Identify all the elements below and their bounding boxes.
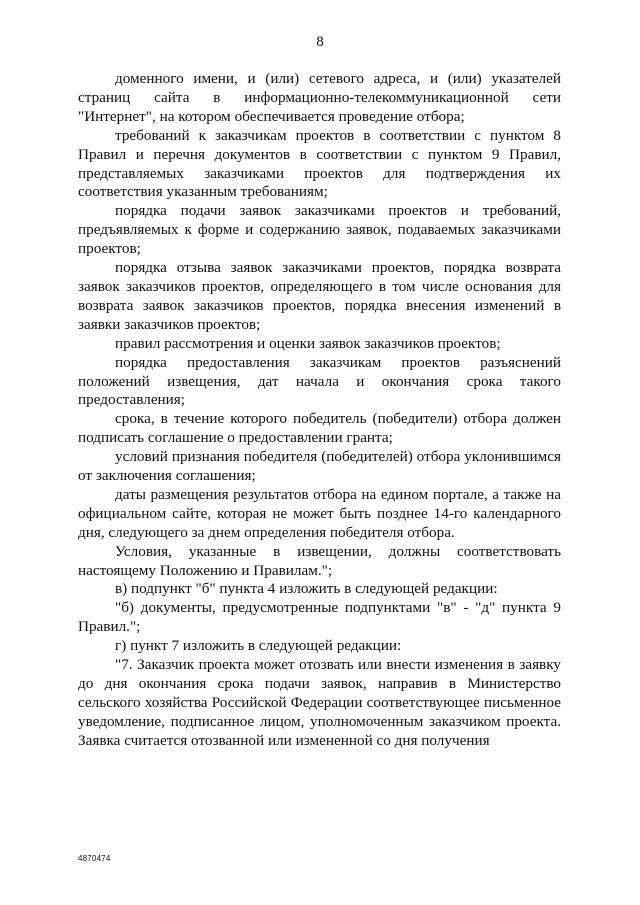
paragraph: в) подпункт "б" пункта 4 изложить в следующей редакции: [115, 580, 498, 598]
paragraph: Условия, указанные в извещении, должны соответствовать настоящему Положению и Правилам."; [78, 542, 561, 579]
paragraph: условий признания победителя (победителей) отбора уклонившимся от заключения соглашения; [78, 448, 561, 485]
paragraph: доменного имени, и (или) сетевого адреса, и (или) указателей страниц сайта в информационно-телекоммуникационной сети "Интернет", на котором обеспечивается проведение отбора; [78, 70, 561, 125]
paragraph: порядка отзыва заявок заказчиками проектов, порядка возврата заявок заказчиков проектов, определяющего в том числе основания для возврата заявок заказчиков проектов, порядка внесения изменений в заявки заказчиков проектов; [78, 259, 561, 333]
paragraph: даты размещения результатов отбора на едином портале, а также на официальном сайте, которая не может быть позднее 14-го календарного дня, следующего за днем определения победителя отбора. [78, 485, 561, 541]
body-text [78, 70, 561, 751]
document-code: 4870474 [78, 854, 111, 863]
paragraph: порядка предоставления заказчикам проектов разъяснений положений извещения, дат начала и окончания срока такого предоставления; [78, 353, 561, 409]
page-number: 8 [316, 34, 324, 50]
paragraph: "7. Заказчик проекта может отозвать или внести изменения в заявку до дня окончания срока подачи заявок, направив в Министерство сельского хозяйства Российской Федерации соответствующее письменное уведомление, подписанное лицом, уполномоченным заказчиком проекта. Заявка считается отозванной или измененной со дня получения [78, 656, 561, 749]
paragraph: порядка подачи заявок заказчиками проектов и требований, предъявляемых к форме и содержанию заявок, подаваемых заказчиками проектов; [78, 202, 561, 258]
paragraph: правил рассмотрения и оценки заявок заказчиков проектов; [115, 334, 501, 352]
paragraph: требований к заказчикам проектов в соответствии с пунктом 8 Правил и перечня документов в соответствии с пунктом 9 Правил, представляемых заказчиками проектов для подтверждения их соответствия указанным требованиям; [78, 126, 561, 201]
paragraph: "б) документы, предусмотренные подпунктами "в" - "д" пункта 9 Правил."; [78, 599, 561, 636]
paragraph: срока, в течение которого победитель (победители) отбора должен подписать соглашение о предоставлении гранта; [78, 410, 561, 447]
paragraph: г) пункт 7 изложить в следующей редакции: [115, 637, 402, 655]
